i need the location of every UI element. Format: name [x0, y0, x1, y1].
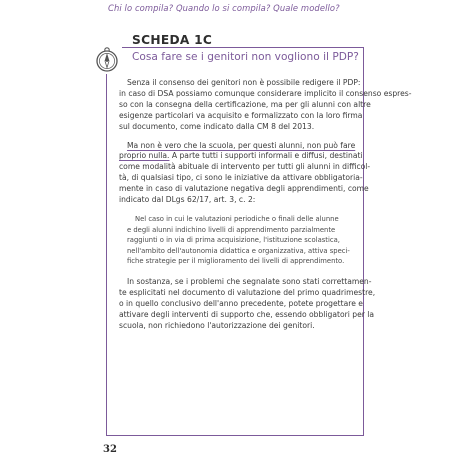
paragraph-conclusion [119, 276, 376, 332]
text-line: Senza il consenso dei genitori non è possibile redigere il PDP: [127, 78, 361, 87]
scheda-content [119, 78, 412, 339]
text-fragment: A parte tutti i supporti informali e diffusi, destinati [169, 151, 363, 161]
text-line [119, 141, 359, 152]
scheda-subtitle: Cosa fare se i genitori non vogliono il PDP? [132, 51, 359, 63]
underlined-text: Ma non è vero che la scuola, per questi alunni, non può fare [127, 140, 356, 150]
scheda-title: SCHEDA 1C [128, 33, 216, 47]
underlined-text: proprio nulla. [119, 151, 170, 161]
quote-line: nell'ambito dell'autonomia didattica e organizzativa, attiva speci- [127, 246, 350, 255]
text-line: In sostanza, se i problemi che segnalate sono stati correttamen- [127, 276, 372, 286]
quote-line: Nel caso in cui le valutazioni periodiche o finali delle alunne [135, 214, 339, 223]
text-line: sul documento, come indicato dalla CM 8 del 2013. [119, 121, 315, 131]
paragraph-consent [119, 78, 412, 133]
text-line: tà, di qualsiasi tipo, ci sono le iniziative da attivare obbligatoria- [119, 173, 363, 183]
quote-line: e degli alunni indichino livelli di apprendimento parzialmente [127, 225, 336, 234]
quote-line: fiche strategie per il miglioramento dei livelli di apprendimento. [127, 257, 345, 266]
text-line: so con la consegna della certificazione, ma per gli alunni con altre [119, 99, 371, 109]
law-quote [119, 214, 359, 267]
text-line: come modalità abituale di intervento per tutti gli alunni in difficol- [119, 162, 371, 172]
text-line: scuola, non richiedono l'autorizzazione dei genitori. [119, 320, 315, 330]
page-number: 32 [103, 444, 117, 455]
text-line: te esplicitati nel documento di valutazione del primo quadrimestre, [119, 287, 376, 297]
text-line: mente in caso di valutazione negativa degli apprendimenti, come [119, 184, 369, 194]
compass-icon [92, 44, 122, 74]
text-line: esigenze particolari va acquisito e formalizzato con la loro firma [119, 110, 363, 120]
paragraph-school-action [119, 140, 371, 206]
text-line: in caso di DSA possiamo comunque considerare implicito il consenso espres- [119, 88, 412, 98]
running-head: Chi lo compila? Quando lo si compila? Quale modello? [108, 3, 340, 13]
text-line: indicato dal DLgs 62/17, art. 3, c. 2: [119, 195, 256, 205]
text-line: o in quello conclusivo dell'anno precedente, potete progettare e [119, 298, 363, 308]
text-line [119, 151, 363, 162]
text-line: attivare degli interventi di supporto che, essendo obbligatori per la [119, 309, 375, 319]
quote-line: raggiunti o in via di prima acquisizione, l'istituzione scolastica, [127, 236, 340, 245]
